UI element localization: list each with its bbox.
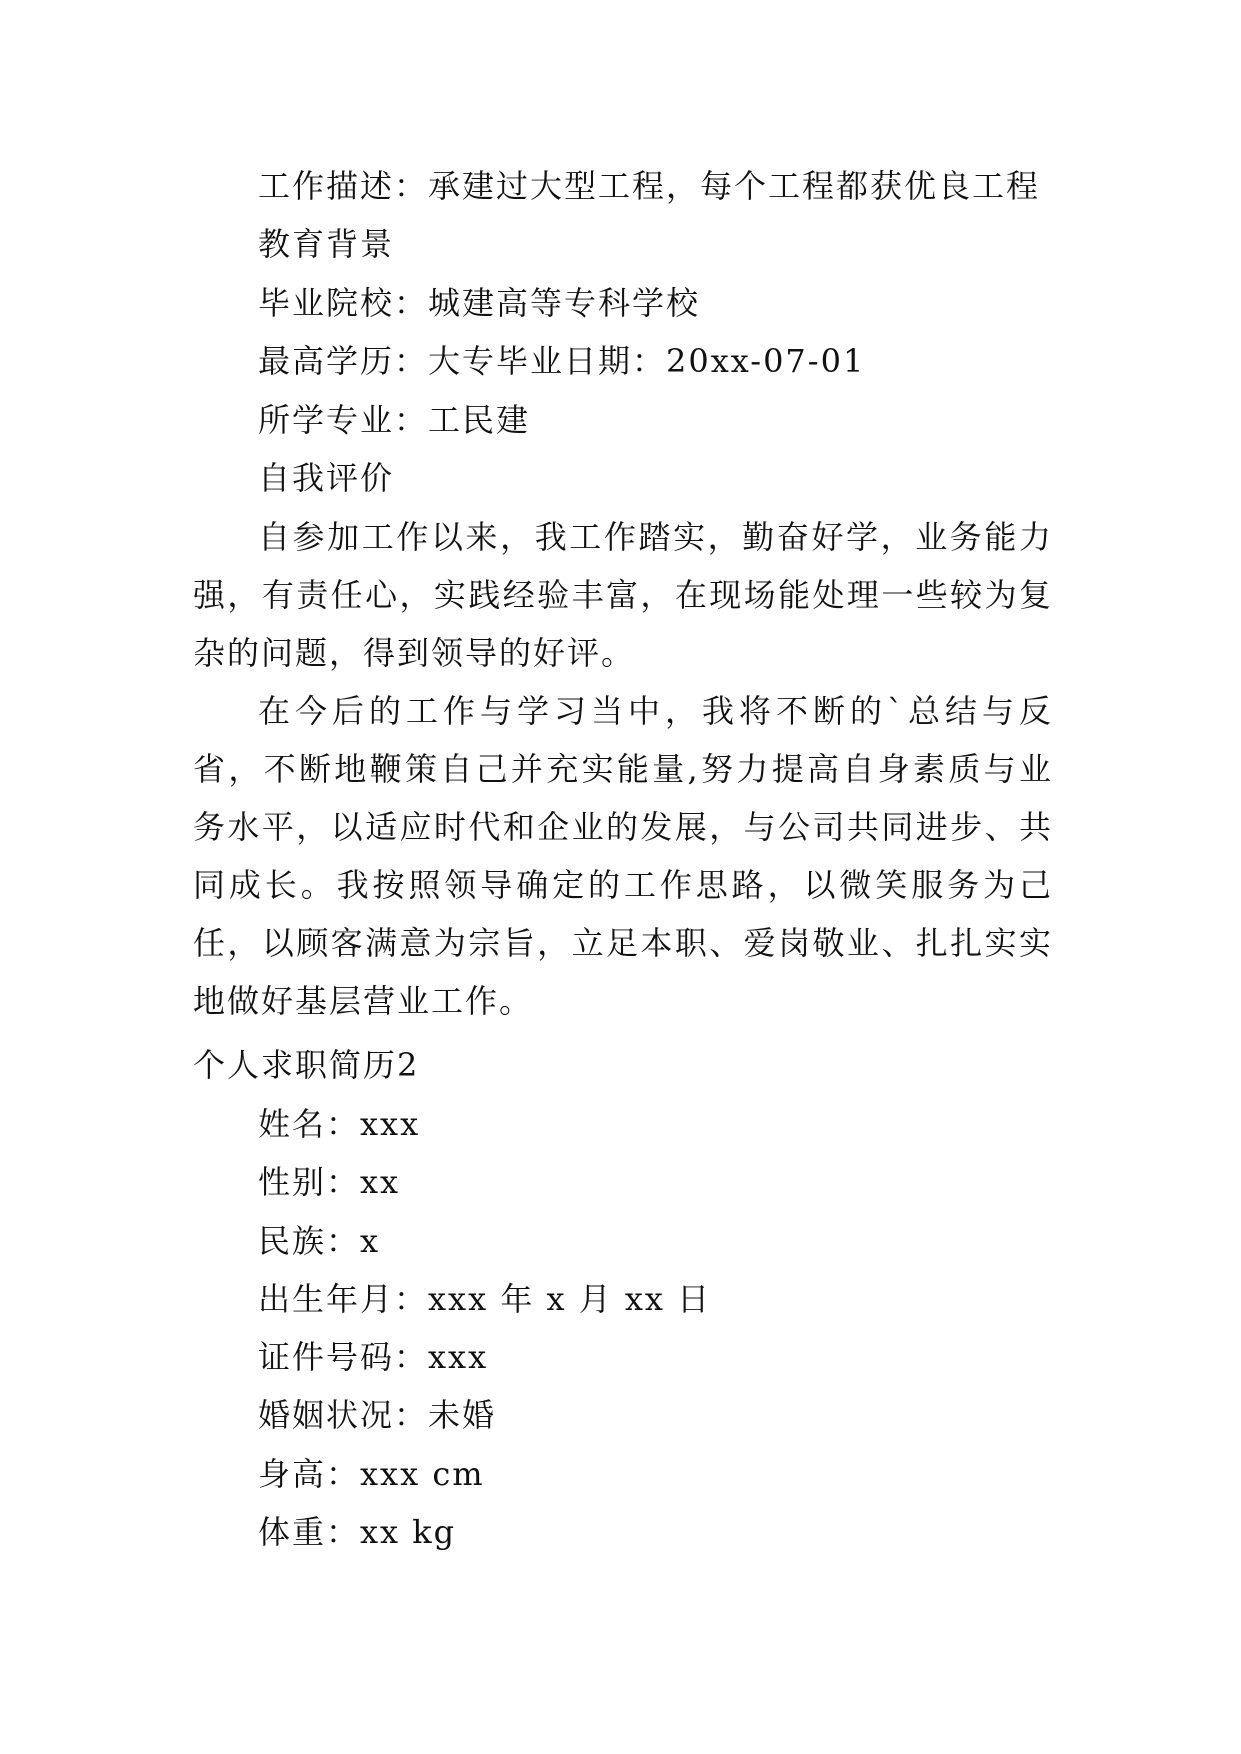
weight-field: 体重：xx kg	[258, 1513, 457, 1551]
self-evaluation-heading: 自我评价	[258, 459, 395, 497]
ethnicity-field: 民族：x	[258, 1222, 381, 1260]
id-number-field: 证件号码：xxx	[258, 1338, 489, 1376]
self-evaluation-paragraph-1: 自参加工作以来，我工作踏实，勤奋好学，业务能力强，有责任心，实践经验丰富，在现场能处理一些较为复杂的问题，得到领导的好评。	[193, 518, 1053, 672]
school-line: 毕业院校：城建高等专科学校	[258, 284, 701, 322]
self-evaluation-paragraph-2: 在今后的工作与学习当中，我将不断的`总结与反省，不断地鞭策自己并充实能量,努力提高自身素质与业务水平，以适应时代和企业的发展，与公司共同进步、共同成长。我按照领导确定的工作思路，以微笑服务为己任，以顾客满意为宗旨，立足本职、爱岗敬业、扎扎实实地做好基层营业工作。	[193, 692, 1053, 1020]
education-heading: 教育背景	[258, 225, 395, 263]
work-description-line: 工作描述：承建过大型工程，每个工程都获优良工程	[258, 167, 1041, 205]
major-line: 所学专业：工民建	[258, 401, 531, 439]
name-field: 姓名：xxx	[258, 1105, 421, 1143]
birth-date-field: 出生年月：xxx 年 x 月 xx 日	[258, 1280, 712, 1318]
height-field: 身高：xxx cm	[258, 1455, 485, 1493]
marital-status-field: 婚姻状况：未婚	[258, 1396, 497, 1434]
gender-field: 性别：xx	[258, 1163, 401, 1201]
degree-line: 最高学历：大专毕业日期：20xx-07-01	[258, 342, 866, 380]
resume-2-title: 个人求职简历2	[193, 1046, 420, 1084]
